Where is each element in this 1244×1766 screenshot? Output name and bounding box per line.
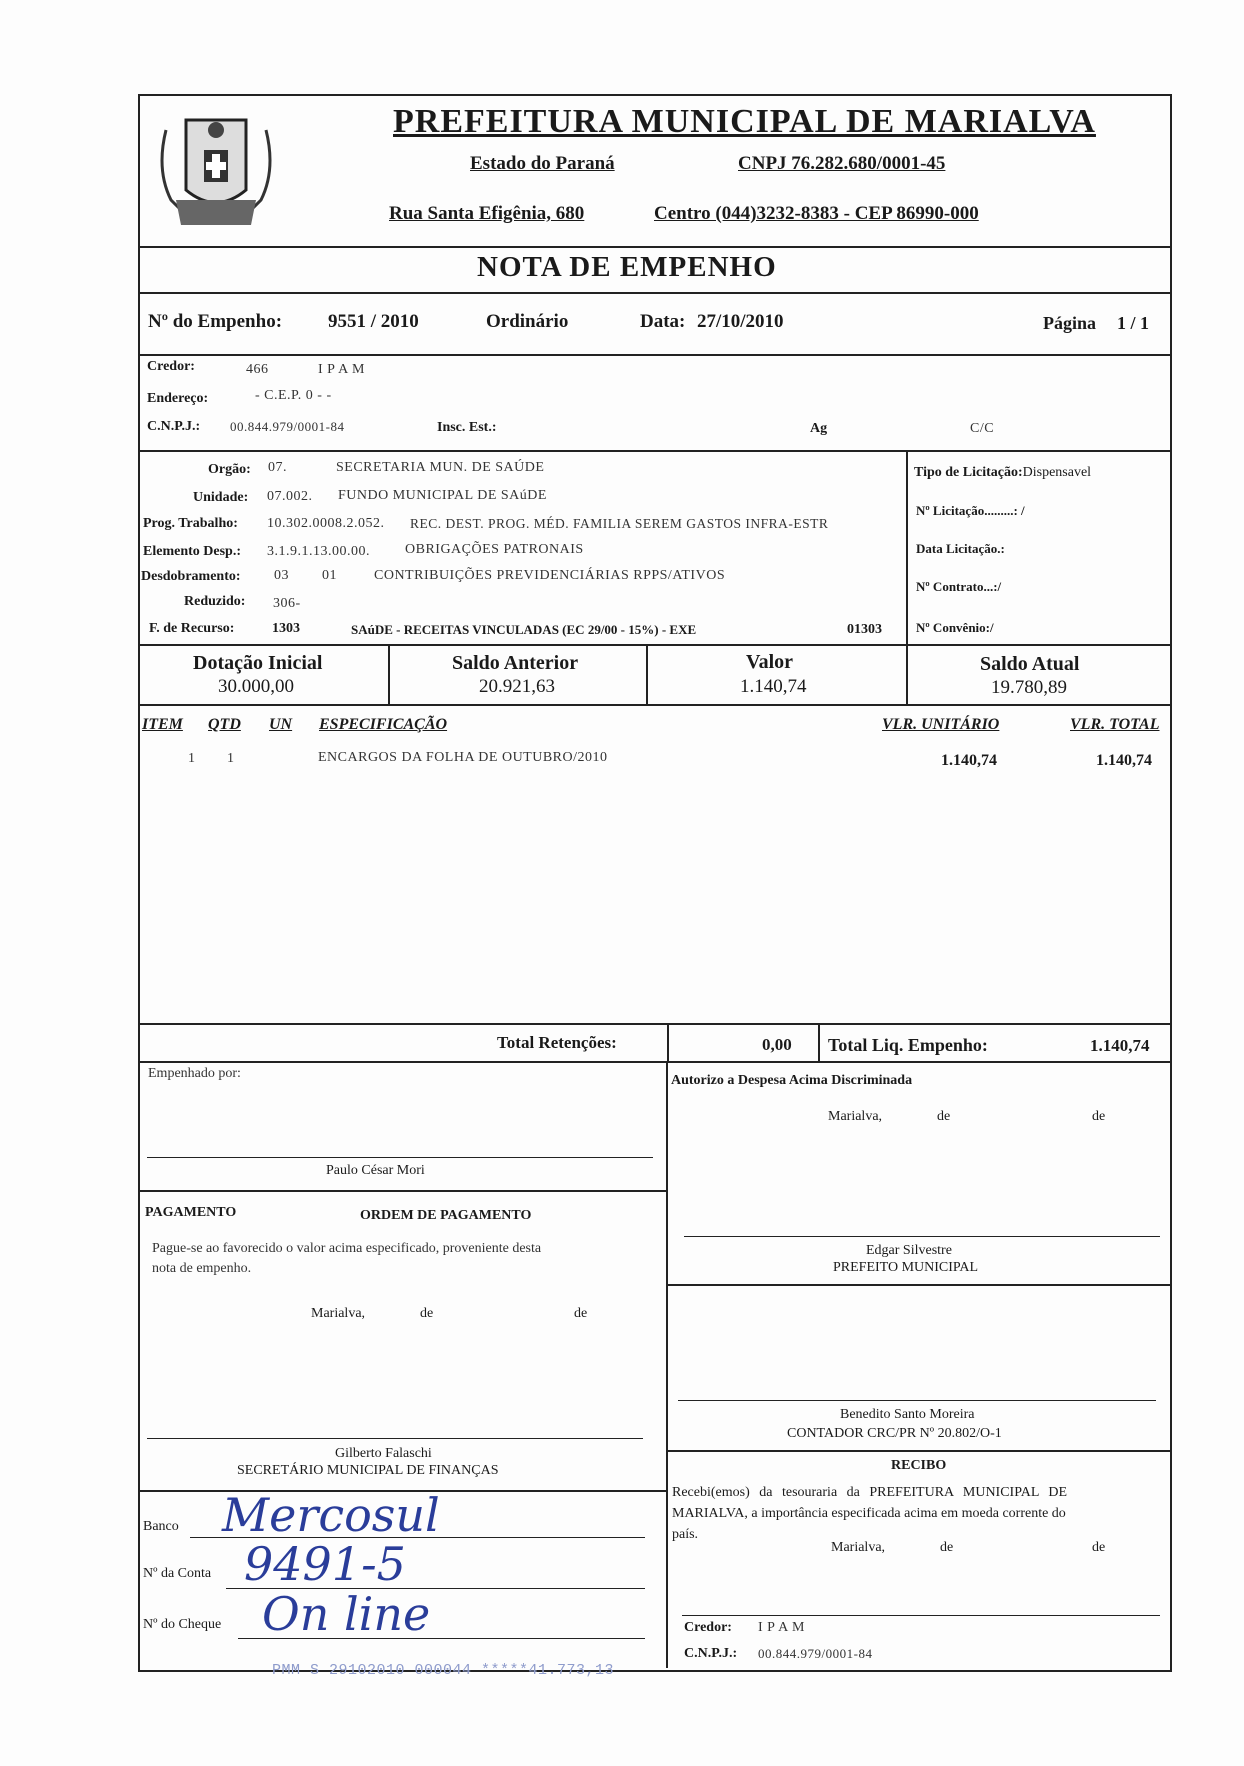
- ordem-pagamento-label: ORDEM DE PAGAMENTO: [360, 1208, 532, 1223]
- recibo-text-1: Recebi(emos) da tesouraria da PREFEITURA MUNICIPAL DE: [672, 1485, 1068, 1500]
- valor-label: Valor: [746, 651, 794, 673]
- cnpj-value: 00.844.979/0001-84: [230, 419, 345, 434]
- convenio: Nº Convênio:/: [916, 620, 994, 635]
- ag-label: Ag: [810, 421, 828, 436]
- elemento-code: 3.1.9.1.13.00.00.: [267, 544, 370, 559]
- licitacao-type: [914, 465, 1091, 481]
- autorizo-label: Autorizo a Despesa Acima Discriminada: [671, 1073, 913, 1088]
- autorizo-de1: de: [937, 1109, 951, 1124]
- unidade-value: FUNDO MUNICIPAL DE SAúDE: [338, 488, 547, 503]
- page-label: Página: [1043, 313, 1097, 333]
- licitacao-number: Nº Licitação.........: /: [916, 503, 1025, 518]
- recurso-code: 1303: [272, 621, 300, 636]
- credor-code: 466: [246, 362, 269, 377]
- reduzido-label: Reduzido:: [184, 594, 246, 609]
- conta-label: Nº da Conta: [143, 1566, 212, 1581]
- desdobramento-value: CONTRIBUIÇÕES PREVIDENCIÁRIAS RPPS/ATIVOS: [374, 568, 726, 583]
- licitacao-date: Data Licitação.:: [916, 541, 1005, 556]
- pagamento-label: PAGAMENTO: [145, 1205, 237, 1220]
- page-value: 1 / 1: [1117, 313, 1150, 333]
- pagamento-de2: de: [574, 1306, 588, 1321]
- banco-label: Banco: [143, 1519, 179, 1534]
- autorizo-de2: de: [1092, 1109, 1106, 1124]
- credor-name: I P A M: [318, 362, 365, 377]
- banco-handwritten: Mercosul: [222, 1488, 440, 1542]
- header-state: Estado do Paraná: [470, 153, 615, 174]
- recibo-credor: I P A M: [758, 1620, 805, 1635]
- desdobramento-label: Desdobramento:: [141, 569, 241, 584]
- recibo-cnpj-label: C.N.P.J.:: [684, 1646, 738, 1661]
- endereco-label: Endereço:: [147, 391, 209, 406]
- atual-label: Saldo Atual: [980, 653, 1080, 675]
- col-especificacao: ESPECIFICAÇÃO: [319, 716, 448, 733]
- empenhado-name: Paulo César Mori: [326, 1163, 425, 1178]
- col-qtd: QTD: [208, 716, 241, 733]
- valor-value: 1.140,74: [740, 676, 807, 697]
- retencoes-label: Total Retenções:: [497, 1033, 617, 1052]
- recibo-credor-label: Credor:: [684, 1620, 732, 1635]
- anterior-label: Saldo Anterior: [452, 652, 579, 674]
- pagamento-cargo: SECRETÁRIO MUNICIPAL DE FINANÇAS: [237, 1463, 499, 1478]
- row-item: 1: [188, 751, 196, 766]
- empenhado-label: Empenhado por:: [148, 1066, 241, 1081]
- orgao-label: Orgão:: [208, 462, 251, 477]
- insc-label: Insc. Est.:: [437, 420, 497, 435]
- pagamento-text-2: nota de empenho.: [152, 1261, 252, 1276]
- credor-label: Credor:: [147, 359, 195, 374]
- coat-of-arms-logo: [146, 100, 286, 240]
- col-total: VLR. TOTAL: [1070, 716, 1160, 733]
- contrato: Nº Contrato...:/: [916, 579, 1002, 594]
- recibo-text-3: país.: [672, 1527, 699, 1542]
- col-un: UN: [269, 716, 293, 733]
- unidade-label: Unidade:: [193, 490, 249, 505]
- doc-title: NOTA DE EMPENHO: [477, 251, 777, 283]
- cnpj-label: C.N.P.J.:: [147, 419, 201, 434]
- elemento-value: OBRIGAÇÕES PATRONAIS: [405, 542, 584, 557]
- row-total: 1.140,74: [1096, 752, 1152, 769]
- atual-value: 19.780,89: [991, 677, 1067, 698]
- contador-cargo: CONTADOR CRC/PR Nº 20.802/O-1: [787, 1426, 1002, 1441]
- header-contact: Centro (044)3232-8383 - CEP 86990-000: [654, 203, 979, 224]
- prog-code: 10.302.0008.2.052.: [267, 516, 385, 531]
- recibo-label: RECIBO: [891, 1458, 947, 1473]
- orgao-value: SECRETARIA MUN. DE SAÚDE: [336, 460, 545, 475]
- desdobramento-code1: 03: [274, 568, 289, 583]
- conta-handwritten: 9491-5: [244, 1537, 406, 1591]
- licitacao-type-label: Tipo de Licitação:: [914, 465, 1023, 480]
- row-especificacao: ENCARGOS DA FOLHA DE OUTUBRO/2010: [318, 750, 608, 765]
- header-cnpj: CNPJ 76.282.680/0001-45: [738, 153, 946, 174]
- row-qtd: 1: [227, 751, 235, 766]
- recibo-de2: de: [1092, 1540, 1106, 1555]
- col-item: ITEM: [142, 716, 183, 733]
- header-address: Rua Santa Efigênia, 680: [389, 203, 585, 224]
- autorizo-cargo: PREFEITO MUNICIPAL: [833, 1260, 979, 1275]
- pagamento-name: Gilberto Falaschi: [335, 1446, 432, 1461]
- empenho-number-label: Nº do Empenho:: [148, 311, 283, 332]
- recurso-value: SAúDE - RECEITAS VINCULADAS (EC 29/00 - 15%) - EXE: [351, 622, 697, 637]
- col-unitario: VLR. UNITÁRIO: [882, 716, 1000, 733]
- pagamento-text-1: Pague-se ao favorecido o valor acima especificado, proveniente desta: [152, 1241, 542, 1256]
- recibo-local: Marialva,: [831, 1540, 886, 1555]
- bank-stamp: PMM S 29102010 000044 *****41.773,13: [272, 1662, 615, 1679]
- cc-label: C/C: [970, 421, 995, 436]
- pagamento-de1: de: [420, 1306, 434, 1321]
- cheque-handwritten: On line: [262, 1587, 431, 1641]
- recurso-code2: 01303: [847, 622, 882, 637]
- anterior-value: 20.921,63: [479, 676, 555, 697]
- reduzido-value: 306-: [273, 596, 301, 611]
- prog-label: Prog. Trabalho:: [143, 516, 238, 531]
- date-label: Data:: [640, 311, 686, 332]
- liquido-value: 1.140,74: [1090, 1036, 1150, 1055]
- recibo-text-2: MARIALVA, a importância especificada acima em moeda corrente do: [672, 1506, 1066, 1521]
- licitacao-type-value: Dispensavel: [1022, 465, 1092, 480]
- autorizo-name: Edgar Silvestre: [866, 1243, 952, 1258]
- contador-name: Benedito Santo Moreira: [840, 1407, 975, 1422]
- elemento-label: Elemento Desp.:: [143, 544, 241, 559]
- recibo-de1: de: [940, 1540, 954, 1555]
- date-value: 27/10/2010: [697, 311, 784, 332]
- pagamento-local: Marialva,: [311, 1306, 366, 1321]
- desdobramento-code2: 01: [322, 568, 337, 583]
- unidade-code: 07.002.: [267, 489, 313, 504]
- prog-value: REC. DEST. PROG. MÉD. FAMILIA SEREM GASTOS INFRA-ESTR: [410, 516, 829, 531]
- header-title: PREFEITURA MUNICIPAL DE MARIALVA: [393, 103, 1096, 140]
- empenho-type: Ordinário: [486, 311, 569, 332]
- endereco-value: - C.E.P. 0 - -: [255, 388, 332, 403]
- dotacao-value: 30.000,00: [218, 676, 294, 697]
- dotacao-label: Dotação Inicial: [193, 652, 323, 674]
- row-unitario: 1.140,74: [941, 752, 997, 769]
- retencoes-value: 0,00: [762, 1035, 792, 1054]
- cheque-label: Nº do Cheque: [143, 1617, 222, 1632]
- recibo-cnpj: 00.844.979/0001-84: [758, 1646, 873, 1661]
- orgao-code: 07.: [268, 460, 287, 475]
- liquido-label: Total Liq. Empenho:: [828, 1035, 988, 1055]
- recurso-label: F. de Recurso:: [149, 621, 235, 636]
- autorizo-local: Marialva,: [828, 1109, 883, 1124]
- empenho-number: 9551 / 2010: [328, 311, 419, 332]
